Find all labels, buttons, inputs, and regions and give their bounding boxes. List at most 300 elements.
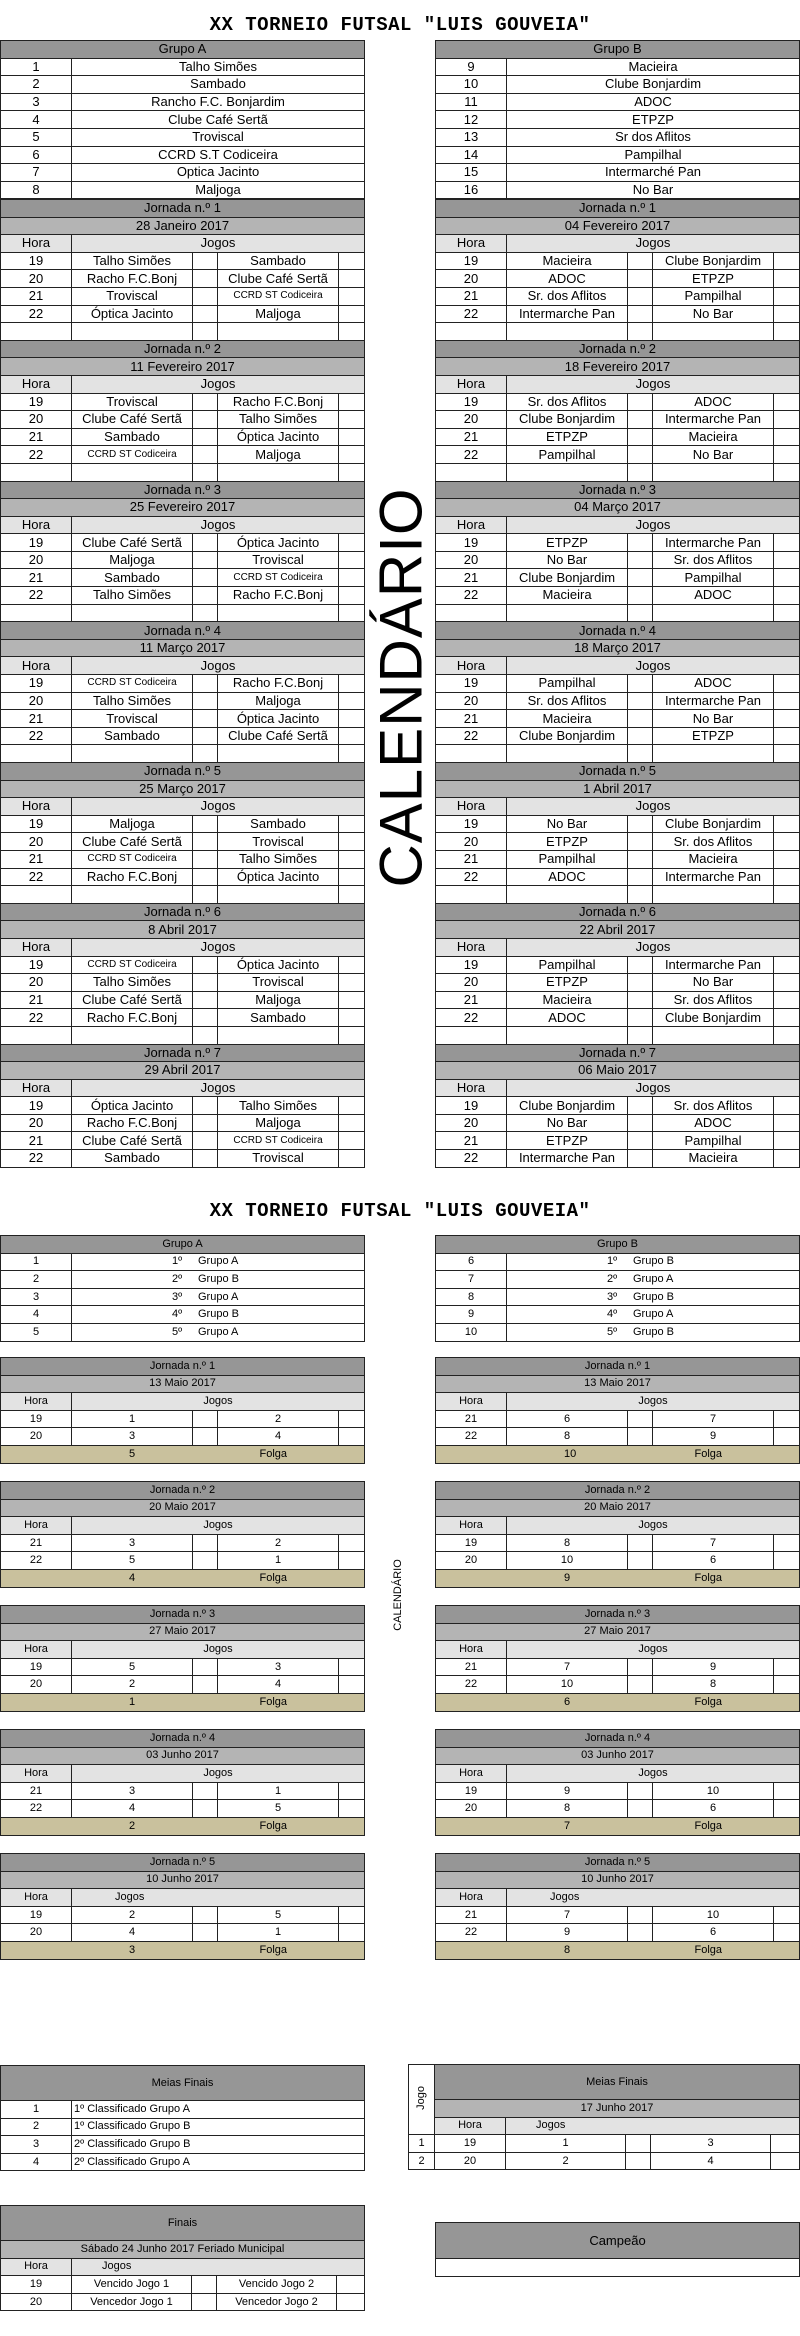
away-score [774, 868, 800, 886]
game-row [436, 1150, 800, 1168]
home-score [193, 270, 218, 288]
empty-cell [436, 886, 507, 904]
away-score [339, 1676, 365, 1694]
spacer-row [1, 745, 365, 763]
away-score [774, 1097, 800, 1115]
game-row [1, 305, 365, 323]
empty-cell [218, 1026, 339, 1044]
home-score [628, 815, 653, 833]
away-score [774, 1410, 800, 1428]
game-hour: 21 [436, 710, 507, 728]
away-score [774, 287, 800, 305]
away-score [774, 551, 800, 569]
away-score [339, 270, 365, 288]
seed-description [72, 1306, 365, 1324]
away-score [339, 815, 365, 833]
page-title-2: XX TORNEIO FUTSAL "LUIS GOUVEIA" [209, 1200, 591, 1222]
game-hour: 22 [436, 1009, 507, 1027]
jornada-header: Jornada n.º 1 [1, 1358, 365, 1376]
jornada-panel [0, 1357, 365, 1464]
game-hour: 20 [1, 1676, 72, 1694]
home-team: 9 [507, 1782, 628, 1800]
seed-description [507, 1288, 800, 1306]
away-score [774, 991, 800, 1009]
team-number: 5 [1, 128, 72, 146]
group-ref: Grupo A [633, 1272, 674, 1285]
folga-label: Folga [653, 1445, 800, 1463]
home-score [628, 1150, 653, 1168]
group-b-schedule [435, 199, 800, 1168]
hora-header: Hora [436, 1517, 507, 1535]
game-row [1, 569, 365, 587]
home-score [628, 1428, 653, 1446]
folga-team: 4 [1, 1569, 218, 1587]
jornada-panel [435, 1357, 800, 1464]
group-b-panel [435, 40, 800, 199]
seed-label: 2º Classificado Grupo B [72, 2136, 365, 2154]
game-hour: 22 [1, 1800, 72, 1818]
away-team: 4 [651, 2152, 771, 2170]
folga-row [436, 1941, 800, 1959]
hora-header: Hora [1, 1889, 72, 1907]
game-row [436, 270, 800, 288]
home-team: Racho F.C.Bonj [72, 1114, 193, 1132]
spacer-row [1, 463, 365, 481]
home-team: 8 [507, 1428, 628, 1446]
hora-header: Hora [1, 375, 72, 393]
home-team: Macieira [507, 252, 628, 270]
away-team: Macieira [653, 850, 774, 868]
home-score [193, 587, 218, 605]
away-score [339, 1150, 365, 1168]
away-score [339, 1534, 365, 1552]
home-score [193, 1114, 218, 1132]
game-row [1, 1428, 365, 1446]
away-score [771, 2152, 800, 2170]
team-number: 4 [1, 111, 72, 129]
away-score [774, 727, 800, 745]
jogos-header: Jogos [72, 1517, 365, 1535]
game-hour: 19 [1, 252, 72, 270]
folga-team: 3 [1, 1941, 218, 1959]
home-team: ADOC [507, 1009, 628, 1027]
away-score [774, 1800, 800, 1818]
home-team: Pampilhal [507, 956, 628, 974]
away-team: Talho Simões [218, 411, 339, 429]
folga-team: 5 [1, 1445, 218, 1463]
away-score [339, 956, 365, 974]
game-row [436, 1924, 800, 1942]
home-score [193, 1410, 218, 1428]
away-team: Pampilhal [653, 287, 774, 305]
away-score [339, 991, 365, 1009]
game-hour: 21 [436, 428, 507, 446]
jornada-header: Jornada n.º 2 [1, 340, 365, 358]
game-row [436, 974, 800, 992]
folga-label: Folga [218, 1941, 365, 1959]
away-team: CCRD ST Codiceira [218, 1132, 339, 1150]
home-score [192, 2276, 217, 2294]
seed-number: 5 [1, 1323, 72, 1341]
jornada-date: 20 Maio 2017 [436, 1499, 800, 1517]
away-team: Troviscal [218, 833, 339, 851]
seed-number: 7 [436, 1271, 507, 1289]
away-team: No Bar [653, 710, 774, 728]
jogos-header: Jogos [72, 1641, 365, 1659]
home-score [628, 991, 653, 1009]
home-team: Talho Simões [72, 252, 193, 270]
folga-row [436, 1569, 800, 1587]
away-score [339, 534, 365, 552]
empty-cell [774, 745, 800, 763]
jornada-date: 8 Abril 2017 [1, 921, 365, 939]
game-hour: 22 [436, 727, 507, 745]
team-number: 9 [436, 58, 507, 76]
away-score [339, 1782, 365, 1800]
home-score [628, 287, 653, 305]
game-row [436, 287, 800, 305]
home-score [193, 692, 218, 710]
game-row [1, 727, 365, 745]
team-number: 2 [1, 76, 72, 94]
away-team: Clube Bonjardim [653, 815, 774, 833]
home-score [628, 1534, 653, 1552]
game-row [1, 974, 365, 992]
folga-team: 10 [436, 1445, 653, 1463]
folga-label: Folga [218, 1445, 365, 1463]
jornada-panel [0, 1605, 365, 1712]
away-team: Troviscal [218, 551, 339, 569]
game-hour: 20 [436, 270, 507, 288]
seed-row [1, 1253, 365, 1271]
game-hour: 22 [1, 446, 72, 464]
jogos-header: Jogos [507, 235, 800, 253]
folga-team: 7 [436, 1817, 653, 1835]
home-team: 9 [507, 1924, 628, 1942]
away-score [339, 1924, 365, 1942]
game-hour: 20 [436, 692, 507, 710]
away-score [339, 1658, 365, 1676]
jornada-header: Jornada n.º 4 [436, 622, 800, 640]
home-score [628, 675, 653, 693]
jogos-header: Jogos [72, 798, 365, 816]
home-score [628, 1924, 653, 1942]
home-score [193, 1800, 218, 1818]
away-score [339, 868, 365, 886]
away-score [339, 393, 365, 411]
home-score [628, 534, 653, 552]
empty-cell [339, 886, 365, 904]
empty-cell [628, 1026, 653, 1044]
away-team: Óptica Jacinto [218, 534, 339, 552]
hora-header: Hora [1, 938, 72, 956]
jogos-header: Jogos [507, 1765, 800, 1783]
game-row [436, 305, 800, 323]
empty-cell [193, 604, 218, 622]
team-number: 3 [1, 93, 72, 111]
jornada-header: Jornada n.º 1 [1, 200, 365, 218]
home-team: Troviscal [72, 287, 193, 305]
team-name: Intermarché Pan [507, 164, 800, 182]
folga-row [1, 1817, 365, 1835]
away-team: Intermarche Pan [653, 868, 774, 886]
away-score [339, 1132, 365, 1150]
home-team: Maljoga [72, 815, 193, 833]
jornada-date: 13 Maio 2017 [436, 1375, 800, 1393]
game-hour: 22 [436, 1924, 507, 1942]
game-row [1, 850, 365, 868]
jogos-header: Jogos [72, 235, 365, 253]
away-team: Racho F.C.Bonj [218, 587, 339, 605]
home-team: Macieira [507, 710, 628, 728]
game-row [436, 868, 800, 886]
jogos-header: Jogos [507, 375, 800, 393]
away-score [774, 1534, 800, 1552]
jornada-date: 18 Fevereiro 2017 [436, 358, 800, 376]
home-score [193, 974, 218, 992]
home-score [628, 710, 653, 728]
game-row [1, 1097, 365, 1115]
seed-number: 4 [1, 2153, 72, 2171]
away-team: 7 [653, 1534, 774, 1552]
group-ref: Grupo A [198, 1290, 239, 1303]
home-team: 10 [507, 1676, 628, 1694]
empty-cell [339, 463, 365, 481]
empty-cell [72, 1026, 193, 1044]
seed-number: 8 [436, 1288, 507, 1306]
away-score [774, 956, 800, 974]
home-team: 6 [507, 1410, 628, 1428]
home-score [193, 1552, 218, 1570]
away-team: ETPZP [653, 270, 774, 288]
game-hour: 19 [436, 815, 507, 833]
away-team: 9 [653, 1428, 774, 1446]
away-team: 5 [218, 1800, 339, 1818]
game-row [1, 1552, 365, 1570]
seed-number: 2 [1, 1271, 72, 1289]
game-hour: 20 [1, 1428, 72, 1446]
seed-number: 6 [436, 1253, 507, 1271]
empty-cell [1, 745, 72, 763]
empty-cell [628, 463, 653, 481]
game-hour: 22 [436, 446, 507, 464]
spacer-row [436, 1026, 800, 1044]
home-score [628, 252, 653, 270]
hora-header: Hora [1, 235, 72, 253]
away-team: Intermarche Pan [653, 411, 774, 429]
jogos-header: Jogos [72, 657, 365, 675]
game-row [1, 1906, 365, 1924]
away-score [774, 1782, 800, 1800]
home-score [628, 974, 653, 992]
away-score [339, 1552, 365, 1570]
jornada-header: Jornada n.º 6 [436, 903, 800, 921]
away-team: Sambado [218, 1009, 339, 1027]
jornada-panel [435, 1853, 800, 1960]
spacer-row [1, 323, 365, 341]
home-team: Óptica Jacinto [72, 305, 193, 323]
empty-cell [628, 604, 653, 622]
home-team: 1 [72, 1410, 193, 1428]
home-team: Troviscal [72, 710, 193, 728]
game-hour: 21 [436, 1658, 507, 1676]
folga-row [1, 1941, 365, 1959]
home-score [193, 1782, 218, 1800]
home-score [193, 1906, 218, 1924]
empty-cell [193, 745, 218, 763]
away-team: Vencedor Jogo 2 [217, 2293, 337, 2311]
away-team: 3 [651, 2135, 771, 2153]
home-team: Intermarche Pan [507, 305, 628, 323]
away-score [774, 974, 800, 992]
spacer-row [436, 745, 800, 763]
game-hour: 22 [436, 1150, 507, 1168]
away-team: 2 [218, 1534, 339, 1552]
finals-panel [0, 2205, 365, 2311]
seed-number: 10 [436, 1323, 507, 1341]
jornada-date: 27 Maio 2017 [1, 1623, 365, 1641]
hora-header: Hora [436, 516, 507, 534]
game-hour: 21 [1, 1782, 72, 1800]
away-team: ADOC [653, 675, 774, 693]
jornada-header: Jornada n.º 1 [436, 200, 800, 218]
jornada-header: Jornada n.º 4 [1, 1730, 365, 1748]
game-row [1, 1132, 365, 1150]
game-row [436, 815, 800, 833]
away-team: Clube Bonjardim [653, 252, 774, 270]
game-hour: 19 [436, 1782, 507, 1800]
game-hour: 21 [1, 991, 72, 1009]
away-score [339, 287, 365, 305]
semifinals-schedule-header: Meias Finais [435, 2065, 800, 2100]
game-hour: 22 [436, 1428, 507, 1446]
position: 4º [607, 1308, 618, 1321]
hora-header: Hora [1, 1393, 72, 1411]
folga-row [1, 1693, 365, 1711]
jogos-header: Jogos [72, 375, 365, 393]
game-row [1, 411, 365, 429]
spacer-row [436, 886, 800, 904]
home-score [193, 446, 218, 464]
hora-header: Hora [436, 1889, 507, 1907]
game-hour: 20 [436, 833, 507, 851]
home-team: Macieira [507, 587, 628, 605]
empty-cell [653, 745, 774, 763]
seed-number: 9 [436, 1306, 507, 1324]
empty-cell [507, 323, 628, 341]
folga-team: 1 [1, 1693, 218, 1711]
semifinals-date: 17 Junho 2017 [435, 2100, 800, 2118]
seed-label: 2º Classificado Grupo A [72, 2153, 365, 2171]
folga-team: 6 [436, 1693, 653, 1711]
away-team: 10 [653, 1782, 774, 1800]
empty-cell [507, 1026, 628, 1044]
finals-header: Finais [1, 2206, 365, 2241]
away-team: Racho F.C.Bonj [218, 393, 339, 411]
away-team: ETPZP [653, 727, 774, 745]
away-score [339, 1009, 365, 1027]
home-score [193, 1924, 218, 1942]
game-row [1, 956, 365, 974]
team-number: 15 [436, 164, 507, 182]
home-score [628, 1114, 653, 1132]
home-team: Clube Café Sertã [72, 833, 193, 851]
game-row [1, 1114, 365, 1132]
game-hour: 19 [436, 534, 507, 552]
game-row [436, 1658, 800, 1676]
away-team: Óptica Jacinto [218, 956, 339, 974]
game-row [436, 1114, 800, 1132]
game-hour: 21 [1, 569, 72, 587]
away-team: Sr. dos Aflitos [653, 1097, 774, 1115]
home-team: ETPZP [507, 974, 628, 992]
seed-row [1, 1271, 365, 1289]
team-name: Talho Simões [72, 58, 365, 76]
jornada-header: Jornada n.º 5 [1, 763, 365, 781]
home-team: Talho Simões [72, 692, 193, 710]
group-ref: Grupo B [198, 1272, 239, 1285]
home-score [193, 815, 218, 833]
jornada-date: 03 Junho 2017 [1, 1747, 365, 1765]
seed-description [507, 1271, 800, 1289]
calendar-vertical-label: CALENDÁRIO [367, 487, 435, 888]
game-hour: 21 [1, 428, 72, 446]
home-score [193, 1132, 218, 1150]
team-name: Maljoga [72, 181, 365, 199]
away-team: Talho Simões [218, 1097, 339, 1115]
game-row [436, 710, 800, 728]
game-row [1, 692, 365, 710]
empty-cell [218, 463, 339, 481]
jogos-header: Jogos [72, 1393, 365, 1411]
home-team: 7 [507, 1658, 628, 1676]
home-score [193, 868, 218, 886]
team-number: 7 [1, 164, 72, 182]
game-row [436, 850, 800, 868]
group-ref: Grupo B [633, 1255, 674, 1268]
game-hour: 20 [435, 2152, 506, 2170]
position: 1º [607, 1255, 618, 1268]
folga-label: Folga [653, 1941, 800, 1959]
group-ref: Grupo A [198, 1325, 239, 1338]
game-hour: 22 [436, 587, 507, 605]
game-row [436, 1009, 800, 1027]
home-score [628, 850, 653, 868]
jornada-header: Jornada n.º 3 [1, 481, 365, 499]
semifinals-schedule [408, 2064, 800, 2170]
home-score [193, 1534, 218, 1552]
jogos-header: Jogos [507, 516, 800, 534]
hora-header: Hora [1, 798, 72, 816]
home-score [628, 868, 653, 886]
away-score [774, 1924, 800, 1942]
team-name: Troviscal [72, 128, 365, 146]
folga-team: 9 [436, 1569, 653, 1587]
home-team: Troviscal [72, 393, 193, 411]
home-team: Clube Café Sertã [72, 534, 193, 552]
away-team: 6 [653, 1800, 774, 1818]
away-team: Troviscal [218, 1150, 339, 1168]
empty-cell [193, 886, 218, 904]
jornada-date: 03 Junho 2017 [436, 1747, 800, 1765]
game-hour: 19 [1, 534, 72, 552]
jornada-date: 1 Abril 2017 [436, 780, 800, 798]
team-number: 11 [436, 93, 507, 111]
game-row [436, 1097, 800, 1115]
seed-row [436, 1288, 800, 1306]
away-score [339, 1428, 365, 1446]
game-row [1, 287, 365, 305]
